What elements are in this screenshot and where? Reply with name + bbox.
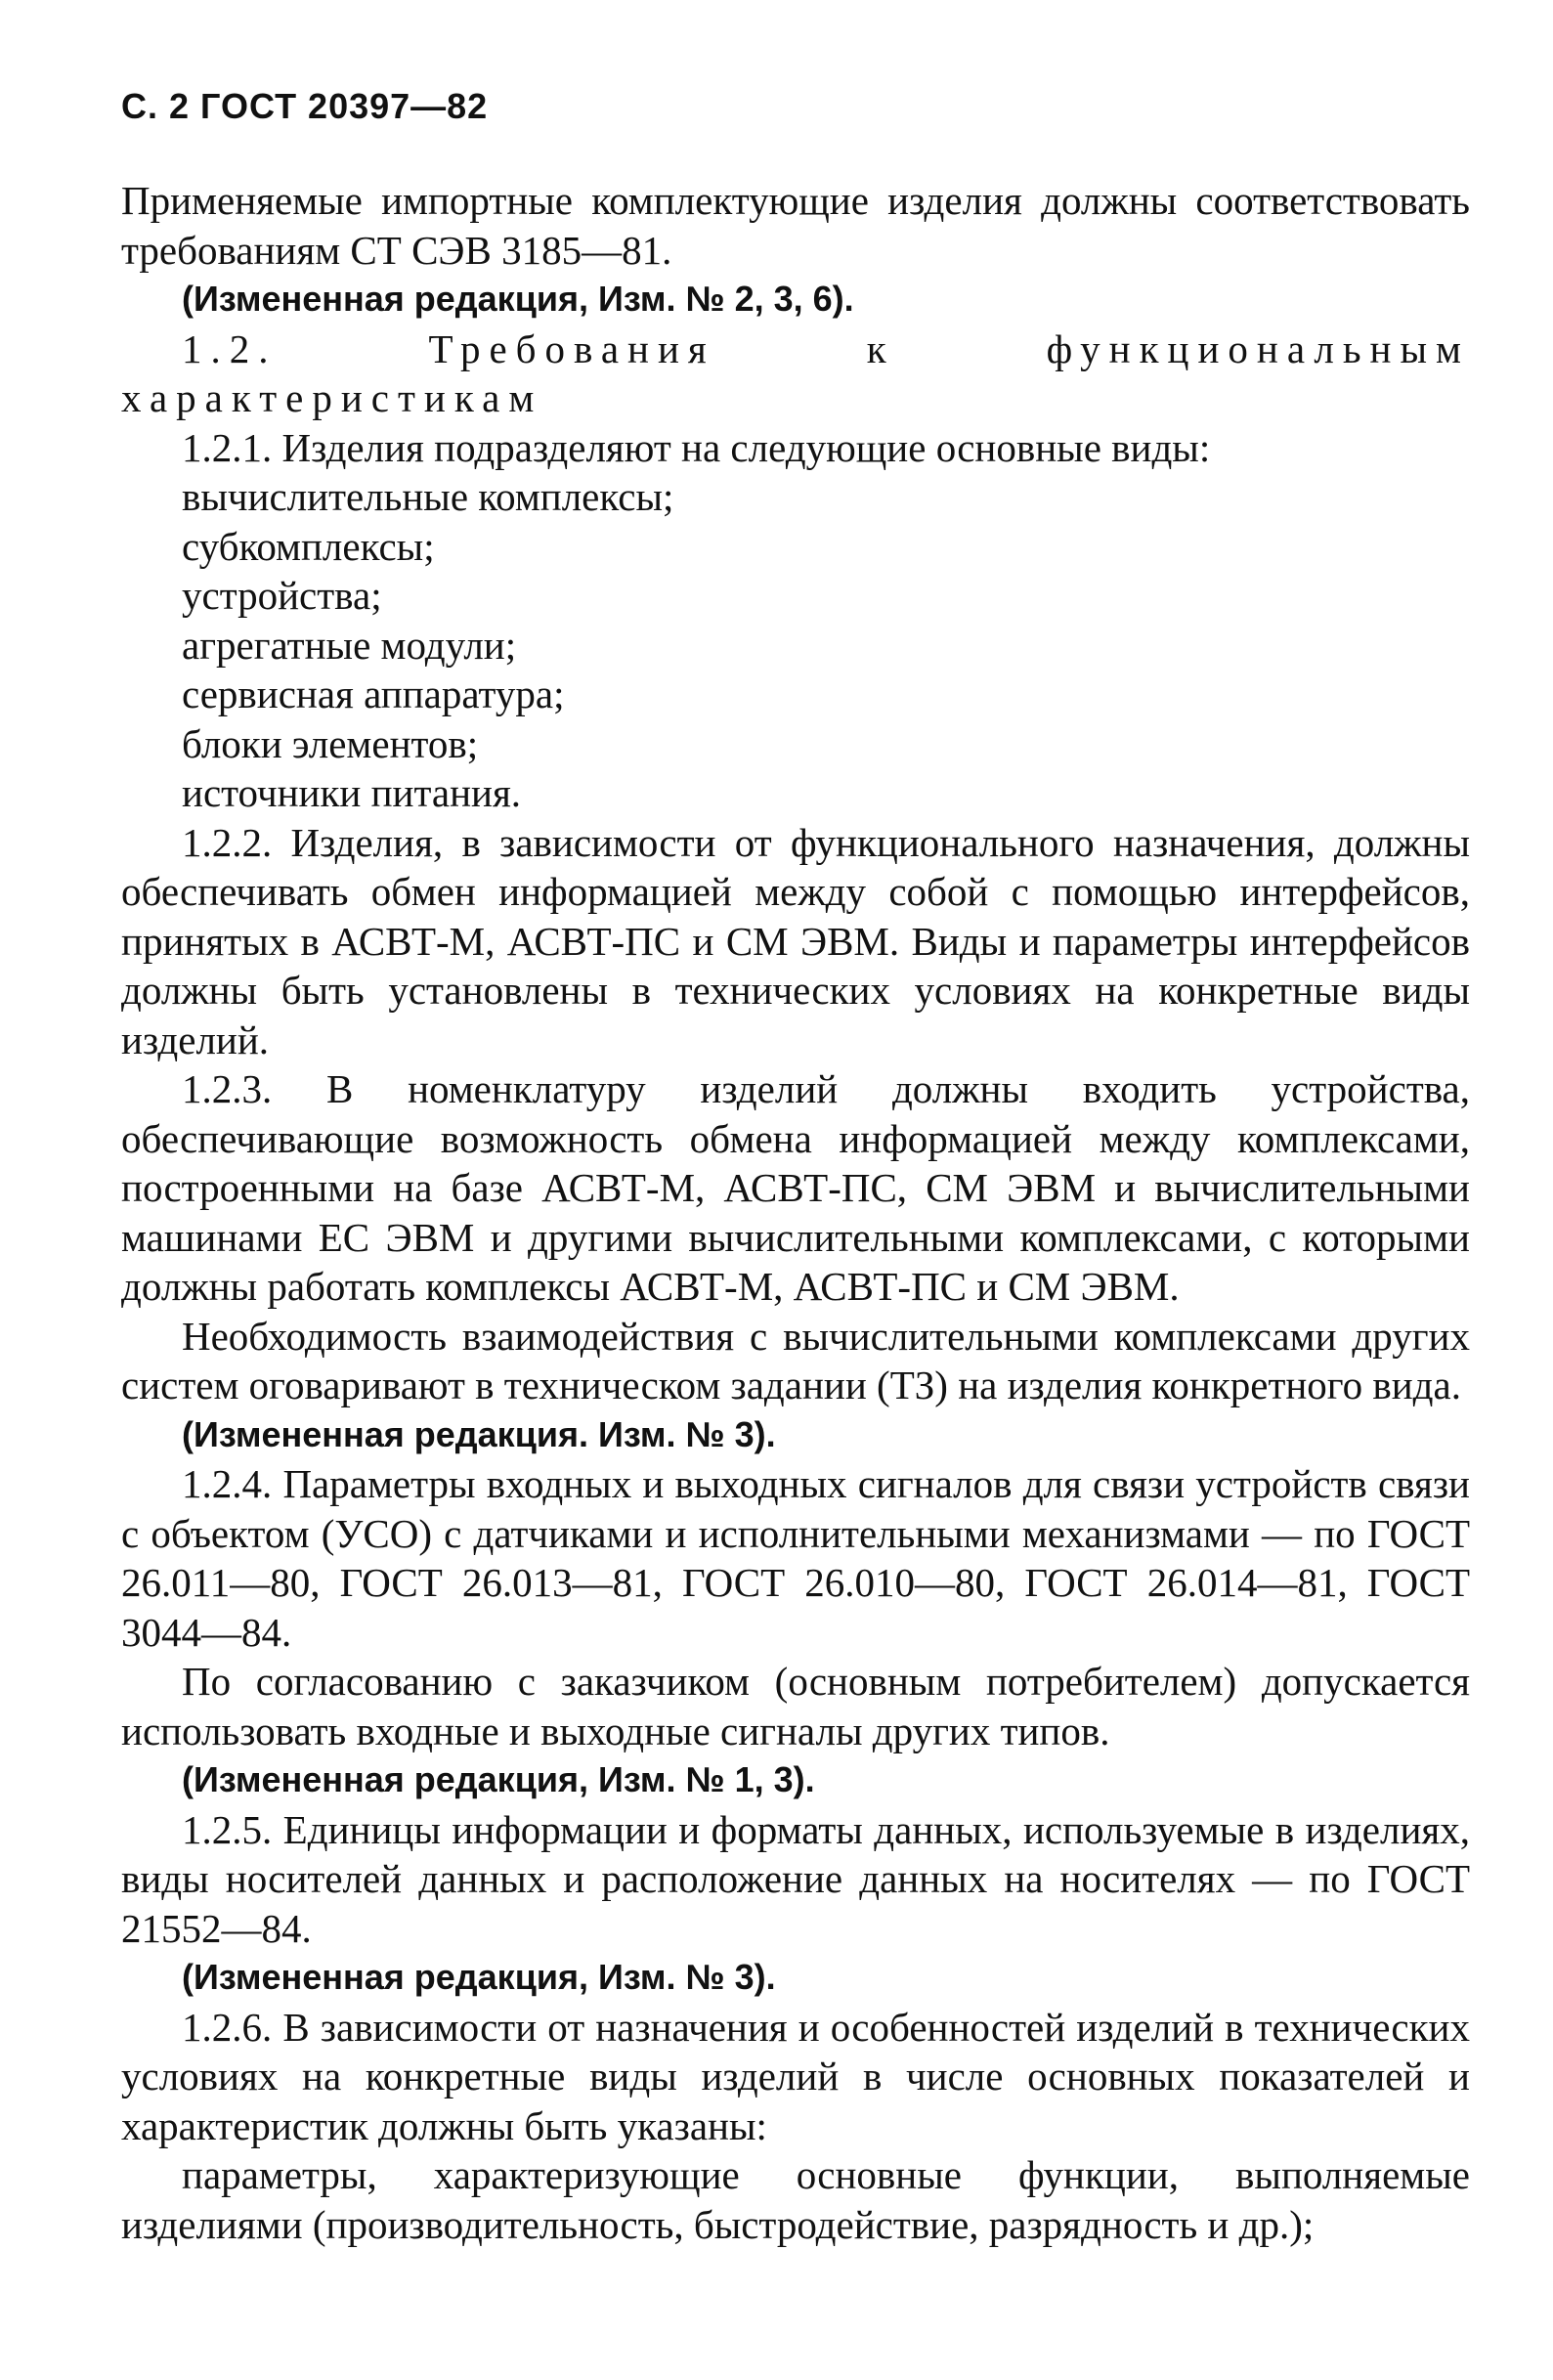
amendment-note: (Измененная редакция. Изм. № 3). (182, 1413, 776, 1454)
list-item: вычислительные комплексы; (182, 474, 674, 519)
paragraph-1-2-6: 1.2.6. В зависимости от назначения и особенностей изделий в технических условиях на конкретные виды изделий в числе основных показателей и характеристик должны быть указаны: (121, 2004, 1470, 2148)
paragraph-customer-agreement: По согласованию с заказчиком (основным потребителем) допускается использовать входные и выходные сигналы других типов. (121, 1659, 1470, 1753)
section-heading-text: 1.2. Требования к функциональным характеристикам (121, 325, 1470, 420)
amendment-note: (Измененная редакция, Изм. № 2, 3, 6). (182, 279, 854, 319)
paragraph-interaction-necessity: Необходимость взаимодействия с вычислительными комплексами других систем оговаривают в техническом задании (ТЗ) на изделия конкретного вида. (121, 1313, 1470, 1407)
section-heading-1-2 (121, 325, 1470, 423)
list-item: блоки элементов; (182, 720, 479, 766)
list-item: агрегатные модули; (182, 622, 517, 668)
list-item: источники питания. (182, 770, 522, 815)
paragraph-1-2-5: 1.2.5. Единицы информации и форматы данных, используемые в изделиях, виды носителей данных и расположение данных на носителях — по ГОСТ 21552—84. (121, 1806, 1470, 1951)
paragraph-1-2-4: 1.2.4. Параметры входных и выходных сигналов для связи устройств связи с объектом (УСО) с датчиками и исполнительными механизмами — по ГОСТ 26.011—80, ГОСТ 26.013—81, ГОСТ 26.010—80, ГОСТ 26.014—81, ГОСТ 3044—84. (121, 1461, 1470, 1655)
page-header: С. 2 ГОСТ 20397—82 (121, 86, 489, 126)
document-body (121, 176, 1470, 2249)
amendment-note: (Измененная редакция, Изм. № 1, 3). (182, 1759, 815, 1799)
list-item: субкомплексы; (182, 523, 435, 569)
list-item: устройства; (182, 573, 382, 618)
paragraph-parameters: параметры, характеризующие основные функции, выполняемые изделиями (производительность, быстродействие, разрядность и др.); (121, 2152, 1470, 2247)
paragraph-1-2-1: 1.2.1. Изделия подразделяют на следующие основные виды: (182, 424, 1211, 470)
paragraph-1-2-2: 1.2.2. Изделия, в зависимости от функционального назначения, должны обеспечивать обмен информацией между собой с помощью интерфейсов, принятых в АСВТ-М, АСВТ-ПС и СМ ЭВМ. Виды и параметры интерфейсов должны быть установлены в технических условиях на конкретные виды изделий. (121, 819, 1470, 1062)
paragraph-imported-components: Применяемые импортные комплектующие изделия должны соответствовать требованиям СТ СЭВ 3185—81. (121, 178, 1470, 273)
list-item: сервисная аппаратура; (182, 671, 565, 716)
paragraph-1-2-3: 1.2.3. В номенклатуру изделий должны входить устройства, обеспечивающие возможность обмена информацией между комплексами, построенными на базе АСВТ-М, АСВТ-ПС, СМ ЭВМ и вычислительными машинами ЕС ЭВМ и другими вычислительными комплексами, с которыми должны работать комплексы АСВТ-М, АСВТ-ПС и СМ ЭВМ. (121, 1066, 1470, 1309)
amendment-note: (Измененная редакция, Изм. № 3). (182, 1957, 776, 1997)
